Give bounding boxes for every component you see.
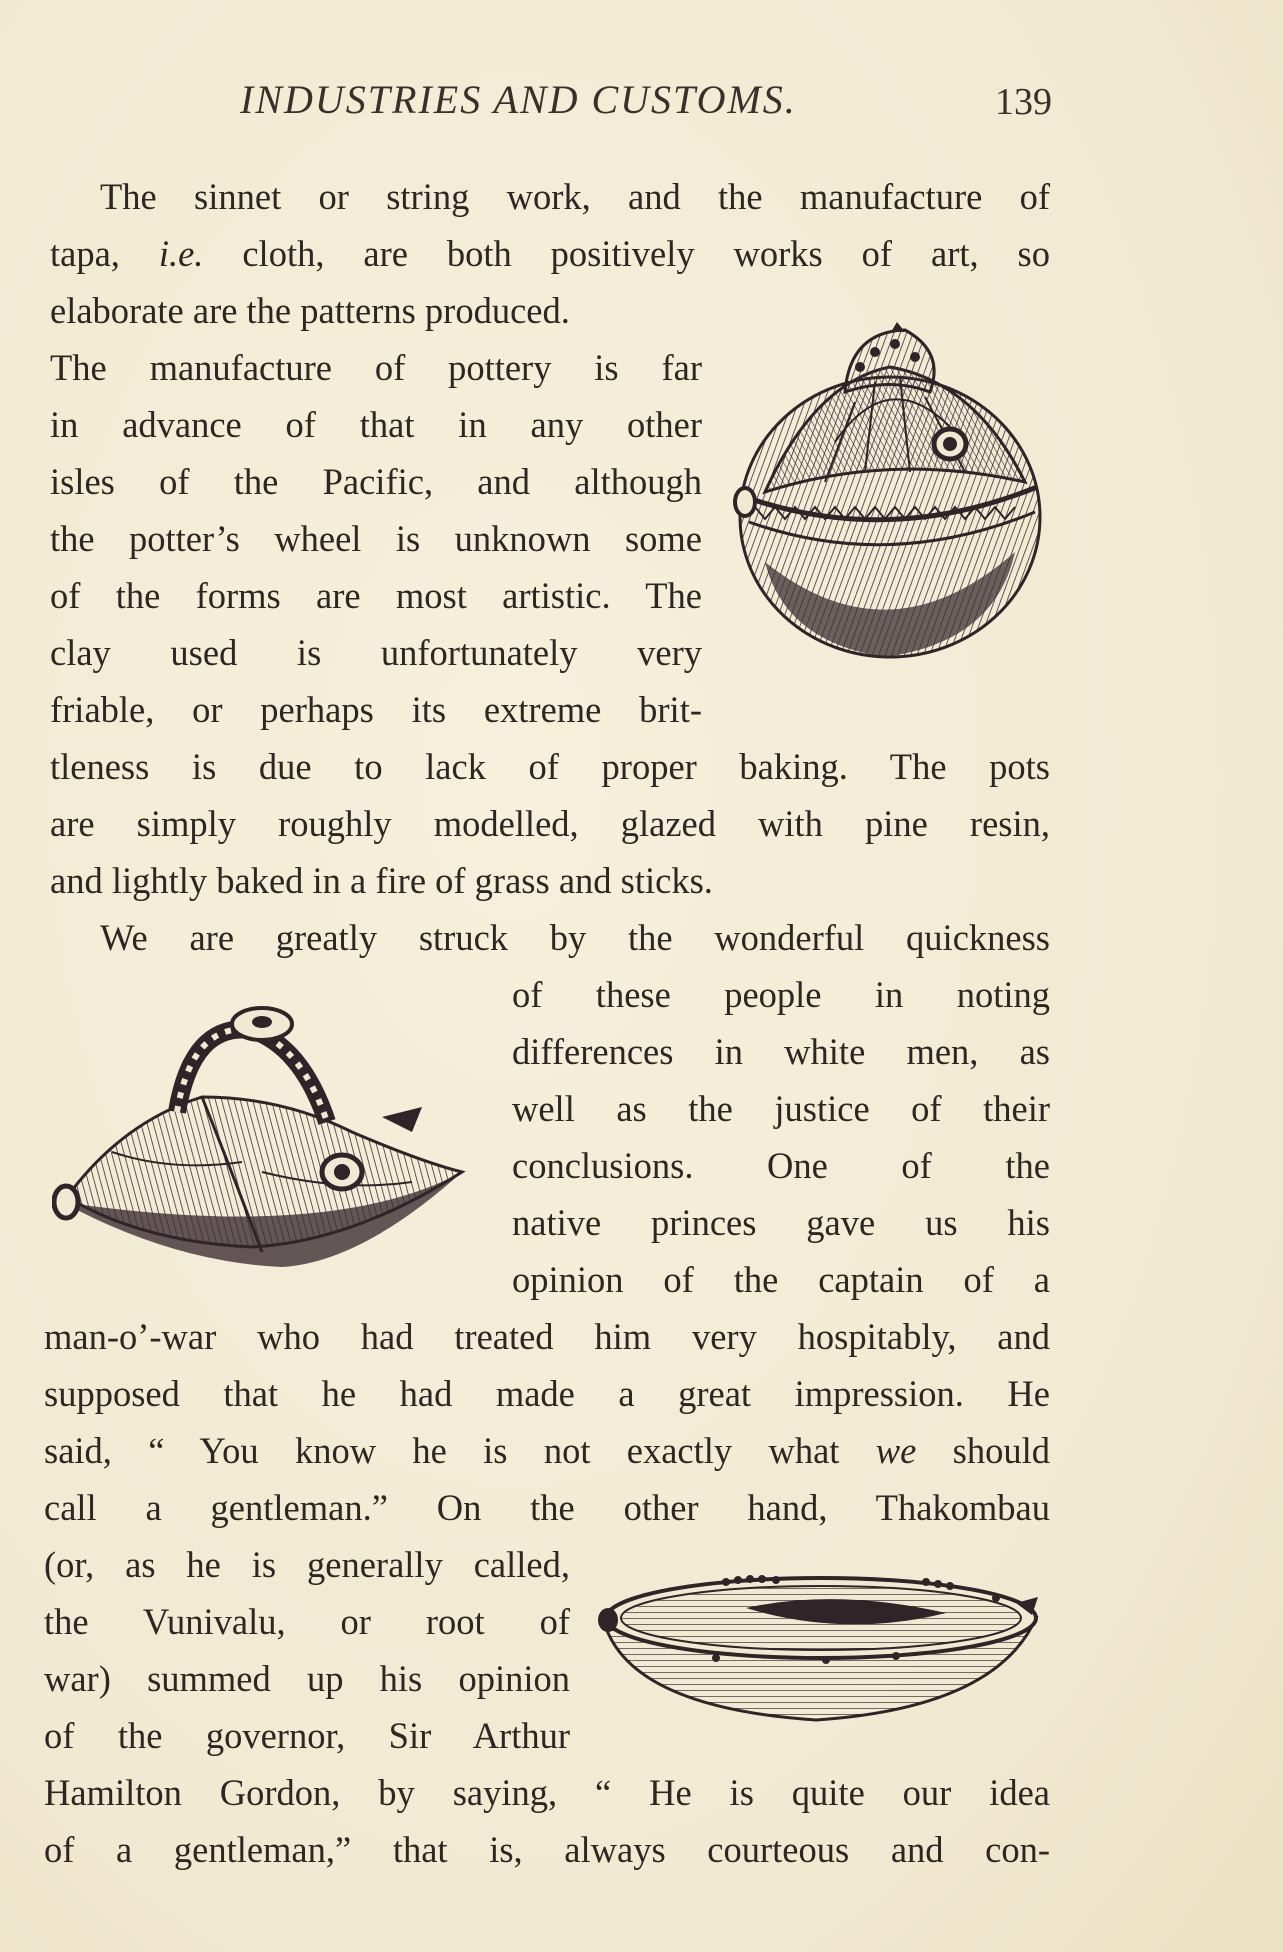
text-line: well as the justice of their: [512, 1088, 1050, 1129]
text-line: The manufacture of pottery is far: [50, 347, 702, 388]
text-line: of the forms are most artistic. The: [50, 575, 702, 616]
text-line: of these people in noting: [512, 974, 1050, 1015]
running-title: INDUSTRIES AND CUSTOMS.: [240, 77, 797, 122]
text-line: [44, 1422, 1050, 1479]
text-line: tleness is due to lack of proper baking. The pots: [50, 746, 1050, 787]
page-number: 139: [995, 81, 1052, 123]
text-line: friable, or perhaps its extreme brit-: [50, 689, 702, 730]
text-line: opinion of the captain of a: [512, 1259, 1050, 1300]
text-line: man-o’-war who had treated him very hospitably, and: [44, 1316, 1050, 1357]
handled-pot-illustration: [52, 1002, 472, 1272]
text-line: call a gentleman.” On the other hand, Thakombau: [44, 1487, 1050, 1528]
text-line: of a gentleman,” that is, always courteous and con-: [44, 1829, 1050, 1870]
shallow-bowl-illustration: [596, 1558, 1048, 1728]
text-line: [50, 225, 1050, 282]
text-line: differences in white men, as: [512, 1031, 1050, 1072]
text-span: should: [916, 1430, 1050, 1471]
text-span: said, “ You know he is not exactly what: [44, 1430, 876, 1471]
text-span: tapa,: [50, 233, 159, 274]
text-line: conclusions. One of the: [512, 1145, 1050, 1186]
text-line: clay used is unfortunately very: [50, 632, 702, 673]
text-line: elaborate are the patterns produced.: [50, 290, 570, 331]
running-head: [0, 70, 1283, 130]
text-line: of the governor, Sir Arthur: [44, 1715, 570, 1756]
text-line: the Vunivalu, or root of: [44, 1601, 570, 1642]
text-line: (or, as he is generally called,: [44, 1544, 570, 1585]
text-span: cloth, are both positively works of art, so: [203, 233, 1050, 274]
text-line: native princes gave us his: [512, 1202, 1050, 1243]
text-line: The sinnet or string work, and the manufacture of: [100, 176, 1050, 217]
text-line: supposed that he had made a great impression. He: [44, 1373, 1050, 1414]
italic-span: we: [875, 1430, 917, 1471]
text-line: Hamilton Gordon, by saying, “ He is quite our idea: [44, 1772, 1050, 1813]
text-line: the potter’s wheel is unknown some: [50, 518, 702, 559]
text-line: We are greatly struck by the wonderful quickness: [100, 917, 1050, 958]
text-line: in advance of that in any other: [50, 404, 702, 445]
round-pot-illustration: [725, 322, 1055, 687]
italic-span: i.e.: [158, 233, 204, 274]
text-line: isles of the Pacific, and although: [50, 461, 702, 502]
text-line: are simply roughly modelled, glazed with pine resin,: [50, 803, 1050, 844]
text-line: war) summed up his opinion: [44, 1658, 570, 1699]
text-line: and lightly baked in a fire of grass and sticks.: [50, 860, 713, 901]
